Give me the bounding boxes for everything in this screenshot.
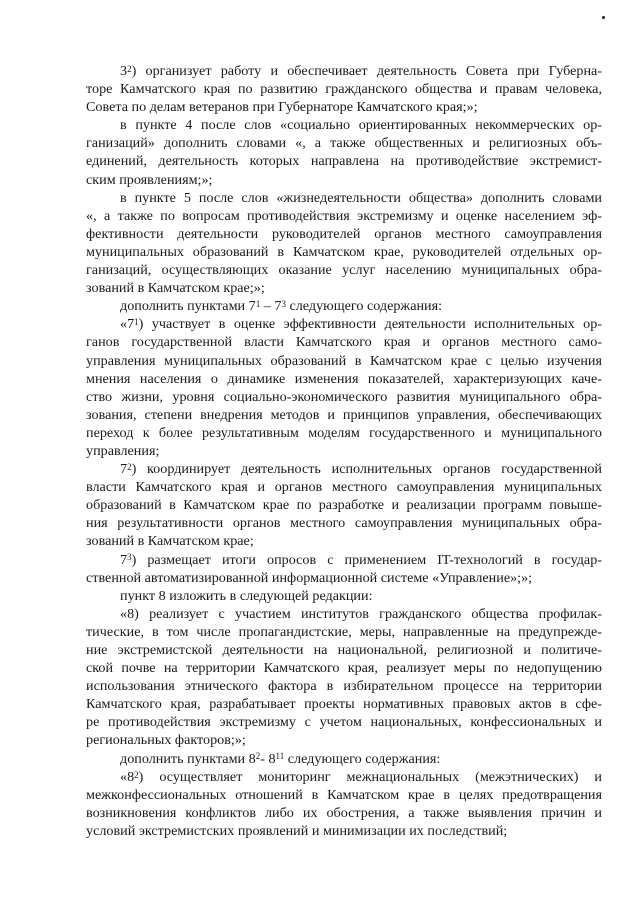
line-text: межконфессиональных отношений в Камчатском крае в целях предотвращения — [86, 786, 602, 803]
line-text: управления муниципальных образований в Камчатском крае с целью изучения — [86, 352, 602, 369]
text-line — [86, 388, 602, 406]
text-line — [86, 116, 602, 134]
text-line — [86, 152, 602, 170]
line-text: управления; — [86, 442, 160, 459]
line-text: ) организует работу и обеспечивает деятельность Совета при Губерна- — [131, 63, 602, 79]
text-line — [86, 641, 602, 659]
text-line — [86, 297, 602, 315]
line-text: ство жизни, уровня социально-экономического развития муниципального обра- — [86, 388, 602, 405]
text-line — [86, 605, 602, 623]
line-text: в пункте 5 после слов «жизнедеятельности общества» дополнить словами — [120, 189, 602, 206]
line-text: «7 — [120, 316, 135, 333]
text-line — [86, 478, 602, 496]
line-text: переход к более результативным моделям государственного и муниципального — [86, 424, 602, 441]
text-line — [86, 352, 602, 370]
text-line — [86, 406, 602, 424]
text-line — [86, 532, 602, 550]
text-line — [86, 514, 602, 532]
line-text: следующего содержания: — [284, 750, 441, 767]
line-text: ганов государственной власти Камчатского края и органов местного само- — [86, 334, 602, 351]
text-line — [86, 243, 602, 261]
text-line — [86, 822, 602, 840]
line-text: региональных факторов;»; — [86, 732, 246, 749]
line-text: дополнить пунктами 8 — [120, 750, 256, 767]
line-text: ние экстремистской деятельности на национальной, религиозной и политиче- — [86, 642, 602, 658]
line-text: власти Камчатского края и органов местного самоуправления муниципальных — [86, 479, 602, 496]
text-line — [86, 62, 602, 80]
superscript: 11 — [275, 751, 285, 762]
text-line — [86, 804, 602, 822]
superscript: 1 — [134, 317, 139, 328]
text-line — [86, 750, 602, 768]
text-line — [86, 225, 602, 243]
text-line — [86, 424, 602, 442]
line-text: ским проявлениям;»; — [86, 171, 213, 188]
superscript: 1 — [255, 299, 261, 310]
line-text: муниципальных образований в Камчатском крае, руководителей отдельных ор- — [86, 243, 602, 260]
text-line — [86, 80, 602, 98]
line-text: ственной автоматизированной информационной системе «Управление»;»; — [86, 569, 533, 586]
line-text: ре противодействия экстремизму с учетом национальных, конфессиональных и — [86, 714, 602, 731]
line-text: «8) реализует с участием институтов гражданского общества профилак- — [120, 605, 602, 622]
line-text: ) координирует деятельность исполнительных органов государственной — [131, 461, 602, 478]
text-line — [86, 731, 602, 749]
line-text: зования, степени внедрения методов и принципов управления, обеспечивающих — [86, 406, 602, 423]
text-line — [86, 171, 602, 189]
superscript: 3 — [127, 552, 132, 563]
line-text: условий экстремистских проявлений и минимизации их последствий; — [86, 822, 508, 839]
line-text: ) участвует в оценке эффективности деятельности исполнительных ор- — [138, 316, 602, 333]
line-text: в пункте 4 после слов «социально ориентированных некоммерческих ор- — [120, 117, 602, 134]
text-line — [86, 442, 602, 460]
line-text: - 8 — [260, 750, 276, 767]
line-text: 7 — [120, 551, 128, 568]
line-text: торе Камчатского края по развитию гражданского общества и правам человека, — [86, 81, 602, 98]
line-text: Камчатского края, разрабатывает проекты нормативных правовых актов в сфе- — [86, 696, 602, 713]
line-text: зований в Камчатском крае; — [86, 533, 254, 550]
superscript: 2 — [127, 461, 132, 472]
line-text: ганизаций» дополнить словами «, а также общественных и религиозных объ- — [86, 135, 602, 152]
line-text: ганизаций, осуществляющих оказание услуг населению муниципальных обра- — [86, 262, 602, 279]
text-line — [86, 713, 602, 731]
text-line — [86, 786, 602, 804]
text-line — [86, 496, 602, 514]
text-line — [86, 134, 602, 152]
line-text: Совета по делам ветеранов при Губернаторе Камчатского края;»; — [86, 99, 478, 116]
line-text: пункт 8 изложить в следующей редакции: — [120, 587, 373, 604]
text-line — [86, 279, 602, 297]
line-text: ской почве на территории Камчатского края, реализует меры по недопущению — [86, 660, 602, 677]
line-text: – 7 — [260, 298, 282, 315]
line-text: мнения населения о динамике изменения показателей, характеризующих каче- — [86, 370, 602, 387]
line-text: 3 — [120, 63, 128, 79]
document-body — [86, 62, 602, 840]
line-text: «8 — [120, 768, 135, 785]
text-line — [86, 370, 602, 388]
text-line — [86, 587, 602, 605]
text-line — [86, 551, 602, 569]
text-line — [86, 768, 602, 786]
line-text: 7 — [120, 461, 128, 478]
superscript: 2 — [255, 751, 261, 762]
line-text: ) осуществляет мониторинг межнациональных (межэтнических) и — [138, 768, 602, 785]
line-text: ния результативности органов местного самоуправления муниципальных обра- — [86, 515, 602, 532]
line-text: единений, деятельность которых направлена на противодействие экстремист- — [86, 153, 602, 170]
line-text: зований в Камчатском крае;»; — [86, 280, 265, 297]
line-text: фективности деятельности руководителей органов местного самоуправления — [86, 225, 602, 242]
line-text: дополнить пунктами 7 — [120, 298, 256, 315]
text-line — [86, 98, 602, 116]
text-line — [86, 623, 602, 641]
line-text: ) размещает итоги опросов с применением IT-технологий в государ- — [131, 551, 602, 568]
line-text: использования этнического фактора в избирательном процессе на территории — [86, 678, 602, 695]
line-text: «, а также по вопросам противодействия экстремизму и оценке населением эф- — [86, 207, 602, 224]
scan-dot — [602, 16, 605, 19]
text-line — [86, 695, 602, 713]
text-line — [86, 261, 602, 279]
line-text: тические, в том числе пропагандистские, меры, направленные на предупрежде- — [86, 623, 602, 640]
line-text: образований в Камчатском крае по разработке и реализации программ повыше- — [86, 497, 602, 514]
text-line — [86, 189, 602, 207]
line-text: следующего содержания: — [285, 298, 443, 315]
text-line — [86, 659, 602, 677]
superscript: 2 — [134, 769, 139, 780]
superscript: 2 — [127, 63, 132, 74]
line-text: возникновения конфликтов либо их обострения, а также выявления причин и — [86, 804, 602, 821]
text-line — [86, 569, 602, 587]
text-line — [86, 207, 602, 225]
superscript: 3 — [281, 299, 286, 310]
text-line — [86, 460, 602, 478]
text-line — [86, 315, 602, 333]
text-line — [86, 333, 602, 351]
text-line — [86, 677, 602, 695]
